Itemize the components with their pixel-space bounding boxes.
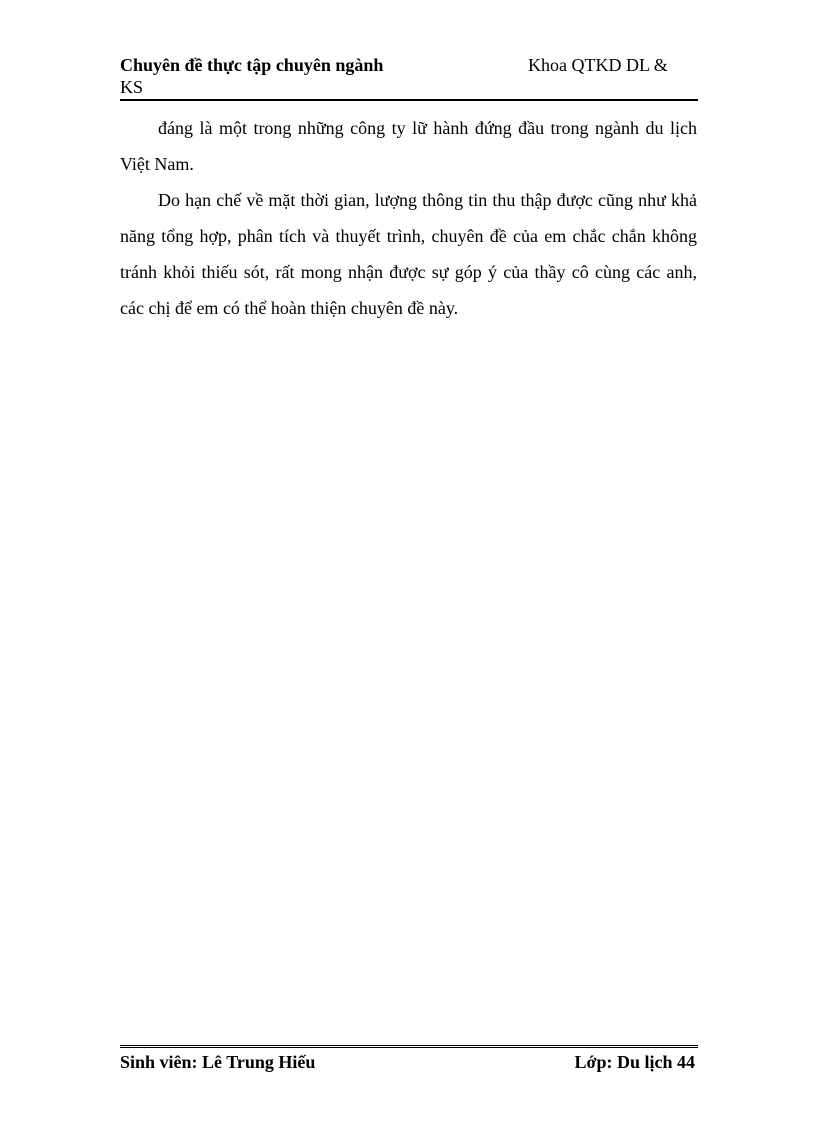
footer-rule: [120, 1045, 698, 1048]
paragraph: Do hạn chế về mặt thời gian, lượng thông tin thu thập được cũng như khả năng tổng hợp, phân tích và thuyết trình, chuyên đề của em chắc chắn không tránh khỏi thiếu sót, rất mong nhận được sự góp ý của thầy cô cùng các anh, các chị để em có thể hoàn thiện chuyên đề này.: [120, 190, 697, 318]
footer-class: Lớp: Du lịch 44: [574, 1052, 695, 1072]
page-header: [120, 54, 698, 98]
header-title: Chuyên đề thực tập chuyên ngành: [120, 55, 384, 75]
header-rule: [120, 99, 698, 101]
paragraph: đáng là một trong những công ty lữ hành đứng đầu trong ngành du lịch Việt Nam.: [120, 118, 697, 174]
header-department: Khoa QTKD DL &: [528, 55, 668, 75]
footer-student: Sinh viên: Lê Trung Hiếu: [120, 1052, 316, 1072]
header-department-wrap: KS: [120, 77, 144, 97]
body-text: [120, 110, 697, 326]
